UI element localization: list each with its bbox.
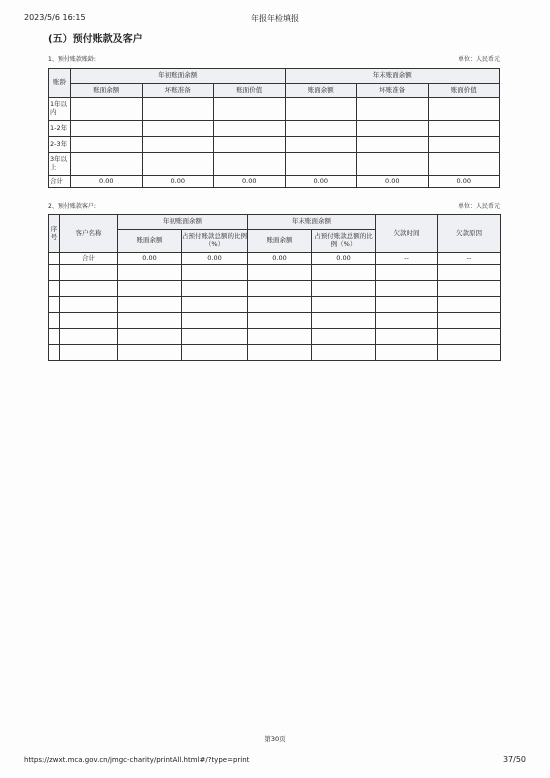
begin-ratio-cell xyxy=(182,281,248,297)
seq-cell xyxy=(49,313,60,329)
end-ratio-cell xyxy=(312,281,376,297)
name-cell xyxy=(60,329,118,345)
print-url: https://zwxt.mca.gov.cn/jmgc-charity/printAll.html#/?type=print xyxy=(24,756,250,764)
end-balance-cell xyxy=(248,281,312,297)
section-title: (五）预付账款及客户 xyxy=(48,34,143,45)
end-ratio-cell: 0.00 xyxy=(312,253,376,265)
time-cell xyxy=(376,313,438,329)
aging-label: 1年以内 xyxy=(49,98,71,121)
time-cell xyxy=(376,345,438,361)
end-ratio-cell xyxy=(312,265,376,281)
table-row xyxy=(49,176,500,188)
aging-cell xyxy=(142,98,214,121)
aging-cell xyxy=(428,121,500,137)
begin-ratio-cell xyxy=(182,345,248,361)
aging-cell xyxy=(142,137,214,153)
reason-cell xyxy=(438,297,501,313)
begin-ratio-cell xyxy=(182,265,248,281)
aging-cell xyxy=(71,121,143,137)
customers-unit: 单位：人民币元 xyxy=(457,203,500,210)
aging-label: 2-3年 xyxy=(49,137,71,153)
customers-table xyxy=(48,214,501,361)
end-ratio-cell xyxy=(312,313,376,329)
aging-cell: 0.00 xyxy=(214,176,286,188)
end-ratio-cell xyxy=(312,345,376,361)
aging-subheader: 坏账准备 xyxy=(142,84,214,98)
table-row xyxy=(49,265,501,281)
table-row xyxy=(49,281,501,297)
end-balance-cell xyxy=(248,313,312,329)
begin-balance-cell xyxy=(118,281,182,297)
aging-group-begin: 年初账面余额 xyxy=(71,69,286,84)
table-row xyxy=(49,329,501,345)
aging-subheader: 账面价值 xyxy=(214,84,286,98)
aging-cell xyxy=(214,153,286,176)
document-title: 年报年检填报 xyxy=(251,14,299,23)
seq-header: 序号 xyxy=(49,215,60,253)
time-cell xyxy=(376,265,438,281)
end-balance-cell xyxy=(248,297,312,313)
aging-cell xyxy=(357,121,429,137)
begin-balance-header: 账面余额 xyxy=(118,230,182,253)
aging-cell xyxy=(71,98,143,121)
aging-subheader: 账面余额 xyxy=(71,84,143,98)
table-row xyxy=(49,137,500,153)
begin-balance-cell xyxy=(118,345,182,361)
name-cell: 合计 xyxy=(60,253,118,265)
aging-cell xyxy=(285,137,357,153)
name-cell xyxy=(60,297,118,313)
end-balance-cell xyxy=(248,345,312,361)
aging-cell xyxy=(142,121,214,137)
begin-group-header: 年初账面余额 xyxy=(118,215,248,230)
seq-cell xyxy=(49,345,60,361)
end-balance-header: 账面余额 xyxy=(248,230,312,253)
aging-cell xyxy=(357,153,429,176)
aging-cell xyxy=(357,98,429,121)
name-cell xyxy=(60,345,118,361)
table-row xyxy=(49,153,500,176)
page-count: 37/50 xyxy=(502,755,526,764)
begin-ratio-cell xyxy=(182,313,248,329)
table-row xyxy=(49,345,501,361)
begin-balance-cell xyxy=(118,329,182,345)
aging-label: 合计 xyxy=(49,176,71,188)
aging-cell xyxy=(142,153,214,176)
table-row xyxy=(49,98,500,121)
end-balance-cell xyxy=(248,329,312,345)
reason-cell xyxy=(438,329,501,345)
aging-cell xyxy=(285,98,357,121)
aging-row-header: 账龄 xyxy=(49,69,71,98)
begin-ratio-cell xyxy=(182,329,248,345)
aging-subheader: 账面余额 xyxy=(285,84,357,98)
table-row xyxy=(49,121,500,137)
aging-cell: 0.00 xyxy=(357,176,429,188)
end-ratio-cell xyxy=(312,297,376,313)
aging-table xyxy=(48,68,500,188)
time-header: 欠款时间 xyxy=(376,215,438,253)
aging-cell xyxy=(71,137,143,153)
reason-cell xyxy=(438,281,501,297)
begin-ratio-cell: 0.00 xyxy=(182,253,248,265)
begin-balance-cell xyxy=(118,265,182,281)
reason-cell xyxy=(438,265,501,281)
time-cell xyxy=(376,329,438,345)
name-header: 客户名称 xyxy=(60,215,118,253)
aging-cell xyxy=(214,121,286,137)
seq-cell xyxy=(49,253,60,265)
end-balance-cell: 0.00 xyxy=(248,253,312,265)
time-cell xyxy=(376,297,438,313)
seq-cell xyxy=(49,281,60,297)
name-cell xyxy=(60,265,118,281)
table-row xyxy=(49,253,501,265)
aging-cell: 0.00 xyxy=(285,176,357,188)
begin-ratio-cell xyxy=(182,297,248,313)
end-ratio-header: 占预付账款总额的比例（%） xyxy=(312,230,376,253)
table-row xyxy=(49,313,501,329)
reason-cell: -- xyxy=(438,253,501,265)
aging-cell xyxy=(285,153,357,176)
seq-cell xyxy=(49,265,60,281)
aging-label: 1-2年 xyxy=(49,121,71,137)
reason-cell xyxy=(438,345,501,361)
page-label: 第30页 xyxy=(264,735,286,743)
time-cell xyxy=(376,281,438,297)
aging-cell: 0.00 xyxy=(71,176,143,188)
aging-cell xyxy=(357,137,429,153)
begin-ratio-header: 占预付账款总额的比例（%） xyxy=(182,230,248,253)
name-cell xyxy=(60,281,118,297)
aging-cell xyxy=(71,153,143,176)
aging-cell xyxy=(214,137,286,153)
name-cell xyxy=(60,313,118,329)
aging-cell: 0.00 xyxy=(428,176,500,188)
begin-balance-cell xyxy=(118,313,182,329)
aging-cell: 0.00 xyxy=(142,176,214,188)
customers-caption: 2、预付账款客户: xyxy=(48,203,96,210)
table-row xyxy=(49,297,501,313)
aging-label: 3年以上 xyxy=(49,153,71,176)
print-datetime: 2023/5/6 16:15 xyxy=(24,13,86,22)
aging-unit: 单位：人民币元 xyxy=(457,56,500,63)
aging-cell xyxy=(285,121,357,137)
aging-cell xyxy=(214,98,286,121)
aging-subheader: 账面价值 xyxy=(428,84,500,98)
end-ratio-cell xyxy=(312,329,376,345)
end-group-header: 年末账面余额 xyxy=(248,215,376,230)
reason-cell xyxy=(438,313,501,329)
aging-cell xyxy=(428,137,500,153)
time-cell: -- xyxy=(376,253,438,265)
aging-cell xyxy=(428,98,500,121)
begin-balance-cell xyxy=(118,297,182,313)
seq-cell xyxy=(49,297,60,313)
begin-balance-cell: 0.00 xyxy=(118,253,182,265)
aging-group-end: 年末账面余额 xyxy=(285,69,500,84)
seq-cell xyxy=(49,329,60,345)
reason-header: 欠款原因 xyxy=(438,215,501,253)
aging-caption: 1、预付账款账龄: xyxy=(48,56,96,63)
aging-cell xyxy=(428,153,500,176)
aging-subheader: 坏账准备 xyxy=(357,84,429,98)
end-balance-cell xyxy=(248,265,312,281)
